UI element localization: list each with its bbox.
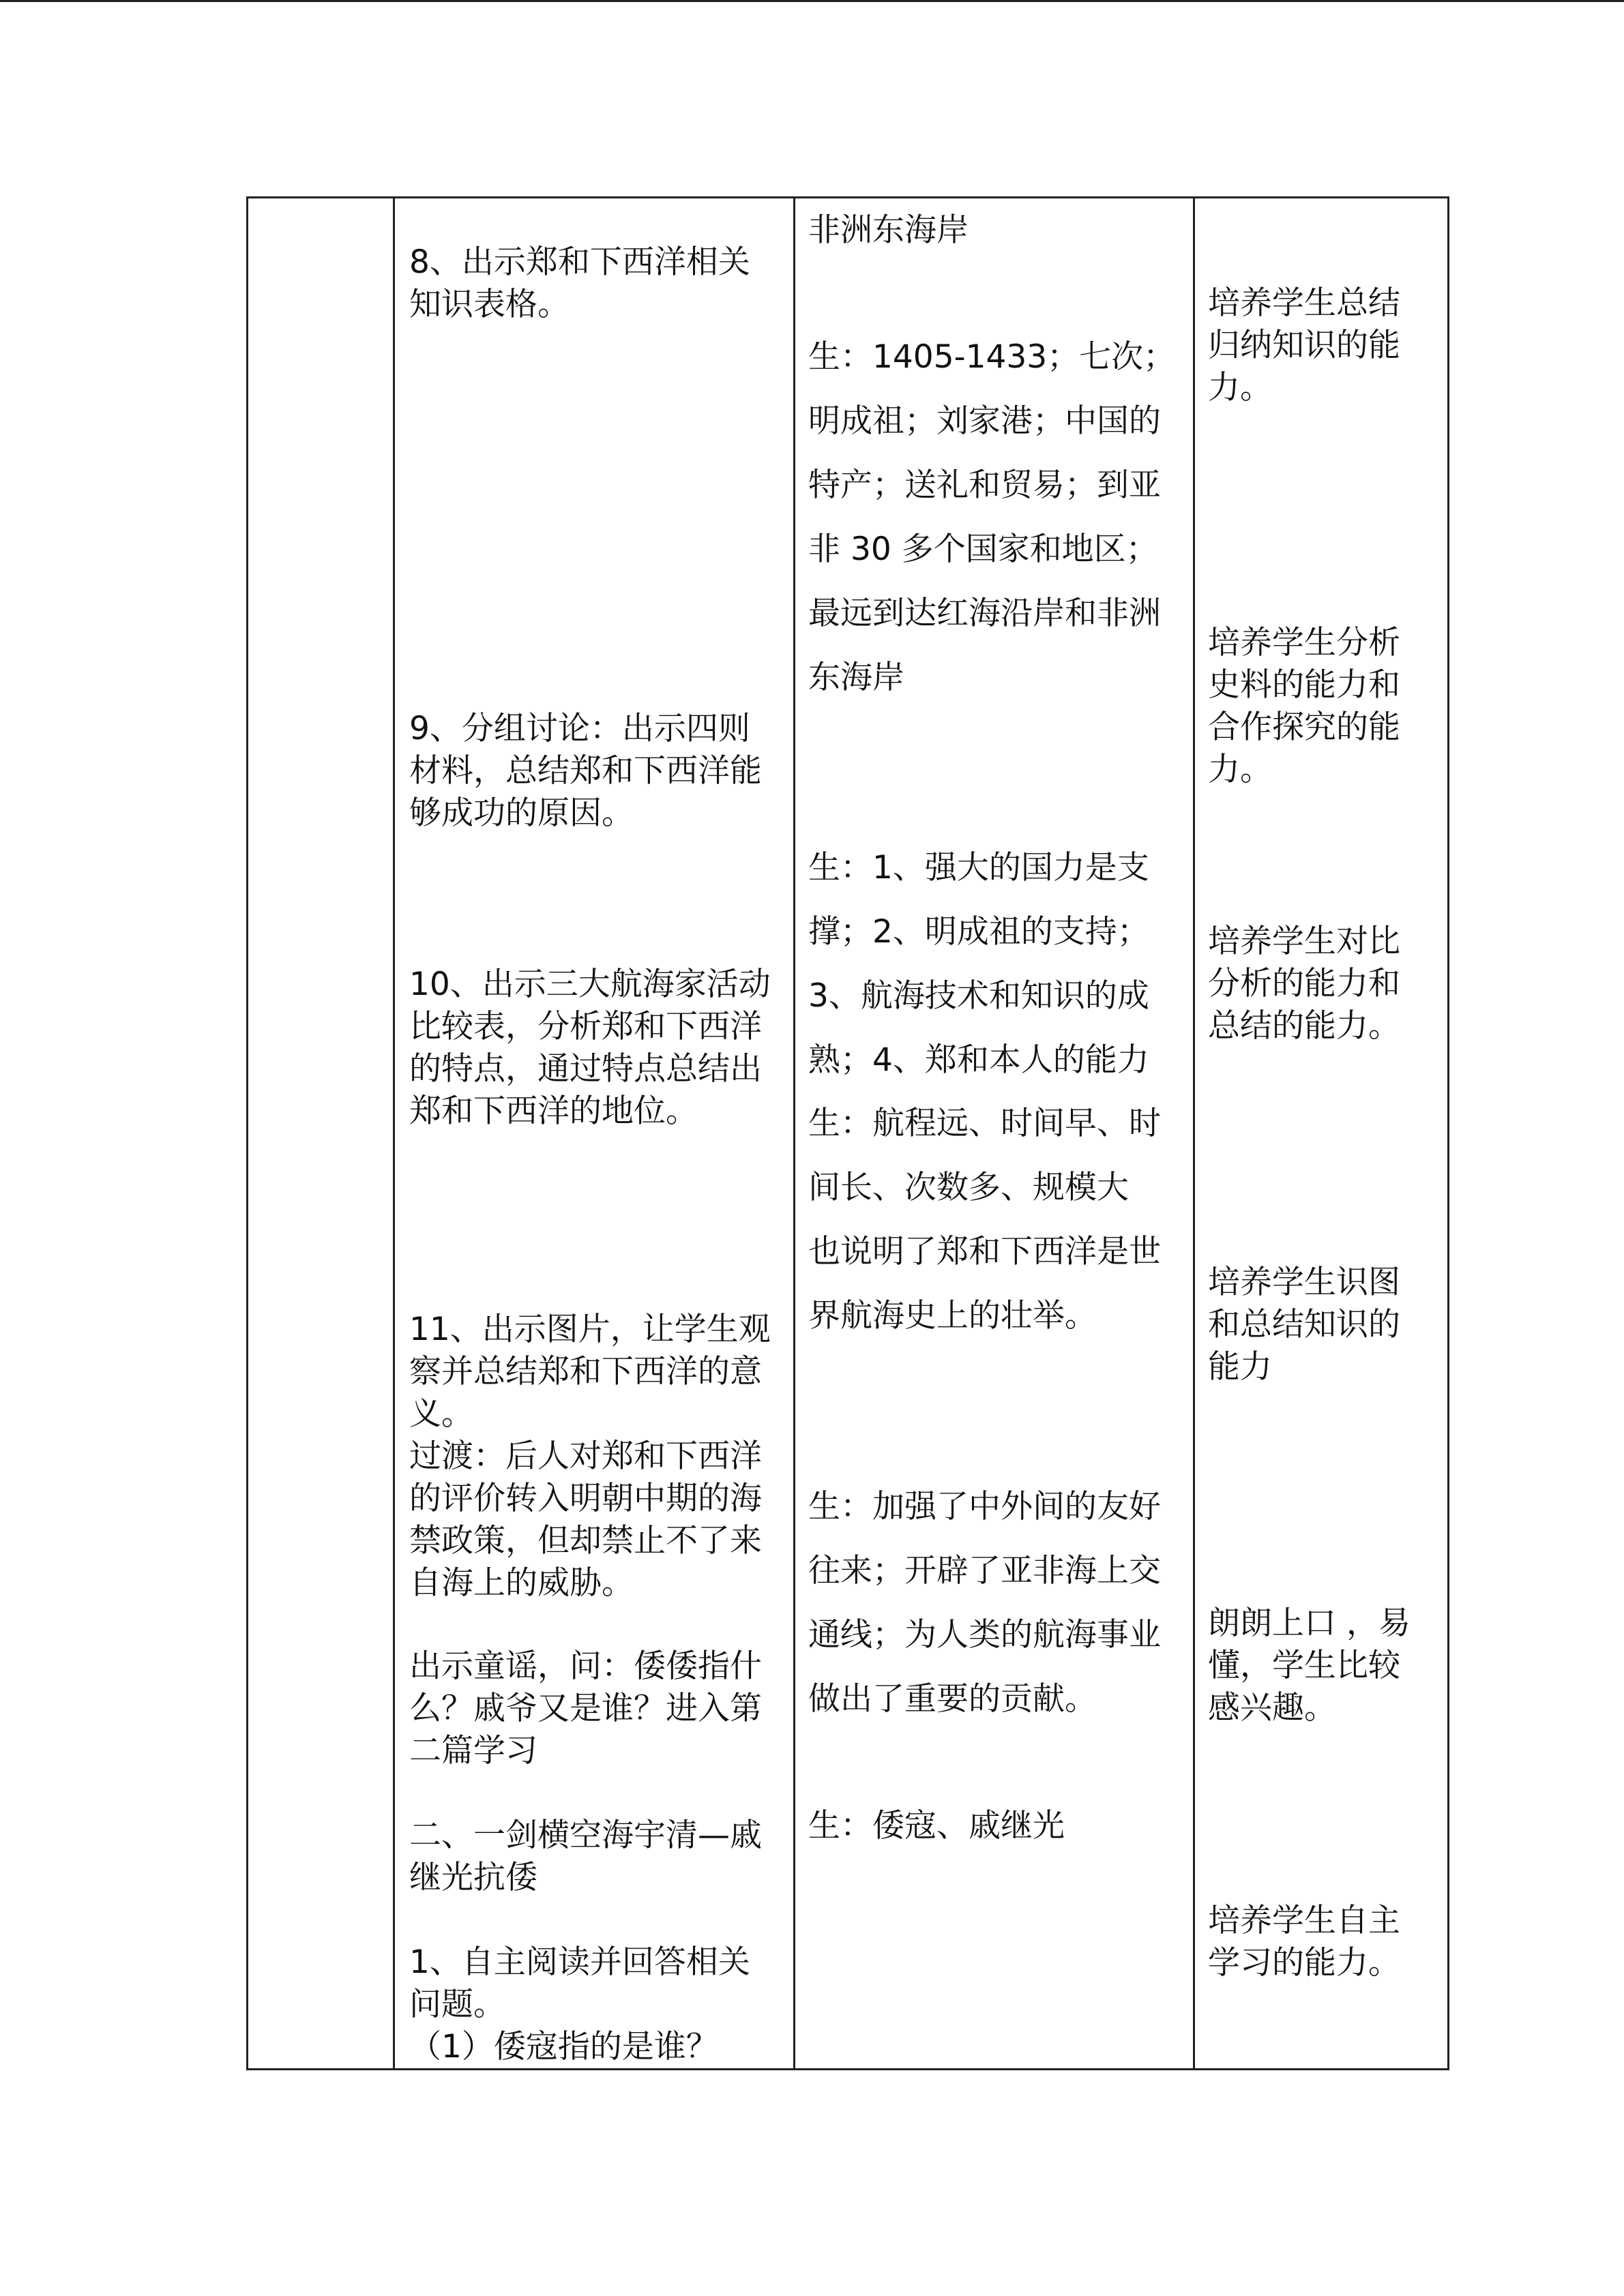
- text-line: 非洲东海岸: [808, 211, 969, 249]
- text-line: 界航海史上的壮举。: [808, 1297, 1097, 1335]
- text-line: 力。: [1208, 751, 1272, 788]
- answer-significance: [808, 1475, 1161, 1731]
- page-top-rule: [0, 0, 1624, 2]
- text-line: 做出了重要的贡献。: [808, 1680, 1097, 1718]
- text-line: 也说明了郑和下西洋是世: [808, 1233, 1161, 1270]
- answer-coast: [808, 198, 969, 263]
- activity-song: [409, 1645, 762, 1772]
- text-line: 史料的能力和: [1208, 666, 1400, 704]
- text-line: 东海岸: [808, 659, 904, 696]
- activity-part2-heading: [409, 1815, 762, 1899]
- text-line: 归纳知识的能: [1208, 327, 1400, 364]
- text-line: 合作探究的能: [1208, 709, 1400, 746]
- text-line: 继光抗倭: [409, 1859, 537, 1896]
- text-line: 分析的能力和: [1208, 965, 1400, 1002]
- intent-map: [1208, 1262, 1400, 1388]
- text-line: 材料，总结郑和下西洋能: [409, 752, 762, 790]
- intent-analyze: [1208, 622, 1400, 791]
- activity-10: [409, 964, 771, 1133]
- text-line: 的特点，通过特点总结出: [409, 1050, 762, 1088]
- text-line: 撑；2、明成祖的支持；: [808, 913, 1149, 951]
- text-line: 培养学生自主: [1208, 1902, 1400, 1939]
- text-line: 和总结知识的: [1208, 1306, 1400, 1343]
- text-line: 明成祖；刘家港；中国的: [808, 402, 1161, 440]
- text-line: 自海上的威胁。: [409, 1564, 634, 1602]
- answer-features: [808, 1092, 1161, 1348]
- text-line: 能力: [1208, 1348, 1272, 1386]
- text-line: 朗朗上口 ，易: [1208, 1605, 1411, 1642]
- text-line: 生：1405-1433；七次；: [808, 338, 1176, 376]
- intent-song: [1208, 1602, 1411, 1729]
- text-line: 够成功的原因。: [409, 794, 634, 832]
- text-line: 9、分组讨论：出示四则: [409, 710, 750, 747]
- intent-self: [1208, 1900, 1400, 1984]
- text-line: 培养学生对比: [1208, 923, 1400, 960]
- text-line: 生：倭寇、戚继光: [808, 1807, 1065, 1845]
- column-divider-3: [1193, 198, 1195, 2068]
- text-line: 培养学生总结: [1208, 284, 1400, 322]
- intent-summarize: [1208, 282, 1400, 409]
- text-line: 11、出示图片，让学生观: [409, 1311, 771, 1348]
- activity-read: [409, 1941, 750, 2068]
- text-line: 学习的能力。: [1208, 1944, 1400, 1982]
- text-line: 非 30 多个国家和地区；: [808, 531, 1158, 568]
- text-line: 比较表，分析郑和下西洋: [409, 1008, 762, 1045]
- text-line: 察并总结郑和下西洋的意: [409, 1353, 762, 1390]
- text-line: 生：加强了中外间的友好: [808, 1488, 1161, 1525]
- text-line: 特产；送礼和贸易；到亚: [808, 466, 1161, 504]
- text-line: 的评价转入明朝中期的海: [409, 1480, 762, 1517]
- intent-compare: [1208, 921, 1400, 1047]
- text-line: 力。: [1208, 369, 1272, 406]
- text-line: 二、一剑横空海宇清—戚: [409, 1817, 762, 1854]
- text-line: 熟；4、郑和本人的能力: [808, 1041, 1149, 1079]
- text-line: 感兴趣。: [1208, 1689, 1336, 1727]
- text-line: 往来；开辟了亚非海上交: [808, 1552, 1161, 1590]
- text-line: 二篇学习: [409, 1732, 537, 1770]
- text-line: 出示童谣，问：倭倭指什: [409, 1648, 762, 1685]
- text-line: 3、航海技术和知识的成: [808, 977, 1149, 1015]
- text-line: 10、出示三大航海家活动: [409, 966, 771, 1003]
- text-line: 过渡：后人对郑和下西洋: [409, 1437, 762, 1475]
- text-line: 禁政策，但却禁止不了来: [409, 1522, 762, 1560]
- text-line: 郑和下西洋的地位。: [409, 1092, 698, 1130]
- text-line: 生：1、强大的国力是支: [808, 849, 1149, 886]
- text-line: 培养学生识图: [1208, 1264, 1400, 1301]
- column-divider-1: [393, 198, 395, 2068]
- activity-8: [409, 241, 750, 326]
- text-line: 么？戚爷又是谁？进入第: [409, 1690, 762, 1727]
- text-line: 通线；为人类的航海事业: [808, 1616, 1161, 1654]
- answer-table: [808, 325, 1175, 710]
- text-line: 义。: [409, 1395, 473, 1433]
- activity-9: [409, 708, 762, 835]
- text-line: 1、自主阅读并回答相关: [409, 1943, 750, 1981]
- text-line: 8、出示郑和下西洋相关: [409, 243, 750, 281]
- text-line: 总结的能力。: [1208, 1007, 1400, 1045]
- text-line: 生：航程远、时间早、时: [808, 1105, 1161, 1142]
- text-line: 培养学生分析: [1208, 624, 1400, 661]
- text-line: 最远到达红海沿岸和非洲: [808, 595, 1161, 632]
- text-line: 知识表格。: [409, 286, 570, 323]
- text-line: 问题。: [409, 1986, 505, 2023]
- answer-wokou: [808, 1794, 1065, 1858]
- text-line: 懂，学生比较: [1208, 1647, 1400, 1684]
- activity-11: [409, 1309, 771, 1605]
- column-divider-2: [793, 198, 795, 2068]
- answer-reasons: [808, 836, 1149, 1092]
- text-line: （1）倭寇指的是谁？: [409, 2028, 718, 2066]
- text-line: 间长、次数多、规模大: [808, 1169, 1129, 1206]
